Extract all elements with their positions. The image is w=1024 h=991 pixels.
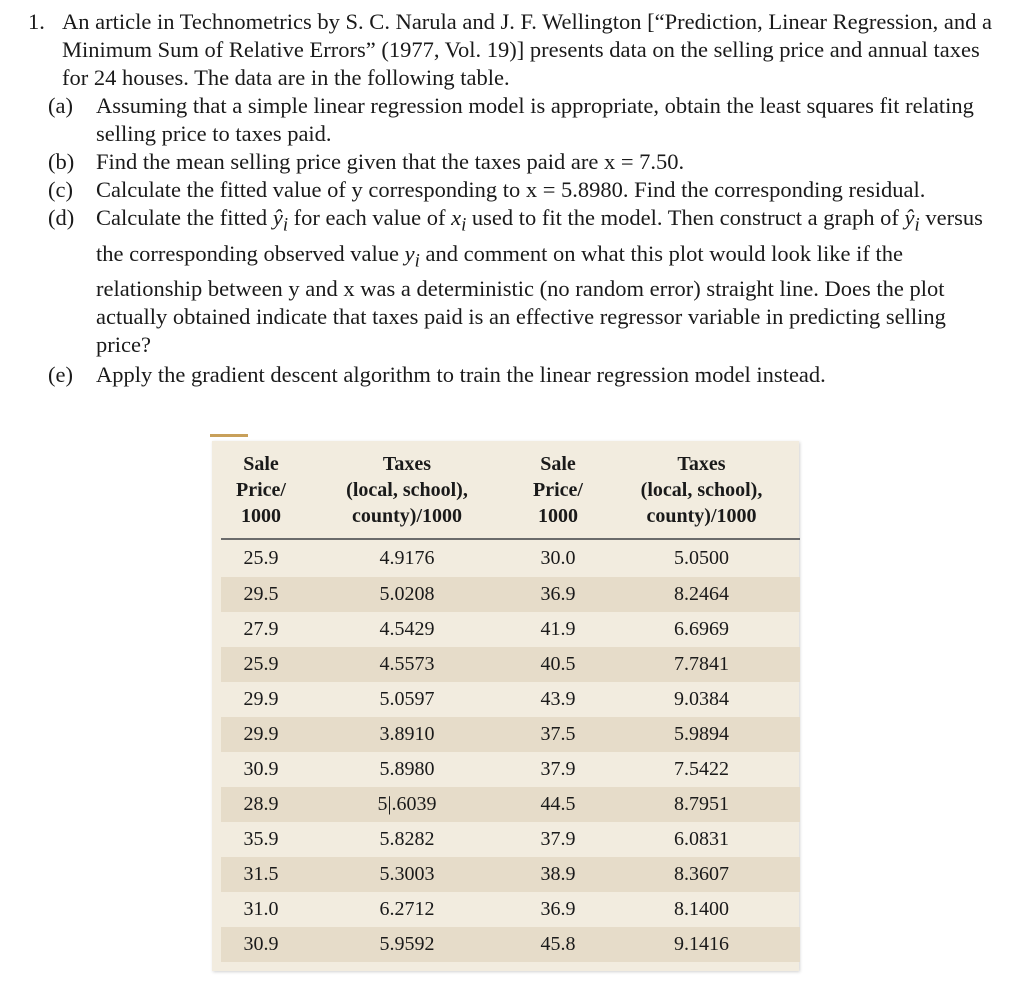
part-text-segment: for each value of [288, 205, 452, 230]
part-text: Assuming that a simple linear regression model is appropriate, obtain the least squares fit relating selling price to taxes paid. [96, 93, 974, 146]
math-y-hat: $ŷ_i$ [904, 205, 920, 236]
part-letter: (d) [48, 205, 75, 230]
part-d [48, 204, 998, 359]
part-text: Calculate the fitted value of y corresponding to x = 5.8980. Find the corresponding residual. [96, 177, 926, 202]
cell-taxes: 3.8910 [301, 717, 513, 752]
house-data-table [221, 449, 800, 962]
cell-taxes: 6.2712 [379, 898, 435, 920]
math-y-hat: $ŷ_i$ [272, 205, 289, 236]
cell-sale-price: 29.5 [221, 577, 301, 612]
cell-taxes: 5.8282 [379, 828, 435, 850]
cell-sale-price: 30.9 [243, 758, 279, 780]
cell-sale-price: 44.5 [513, 787, 603, 822]
cell-sale-price: 31.0 [243, 898, 279, 920]
cell-sale-price: 37.9 [540, 758, 576, 780]
part-text-segment: used to fit the model. Then construct a graph of [466, 205, 905, 230]
table-header-row [221, 449, 800, 539]
part-letter: (c) [48, 177, 73, 202]
part-a [48, 92, 998, 148]
table-row [221, 539, 800, 577]
cell-taxes: 5.0597 [379, 688, 435, 710]
part-b [48, 148, 998, 176]
table-row [221, 577, 800, 612]
cell-sale-price: 28.9 [221, 787, 301, 822]
cell-taxes: 5.9894 [603, 717, 800, 752]
cell-sale-price: 25.9 [221, 647, 301, 682]
cell-taxes: 5|.6039 [301, 787, 513, 822]
data-table-panel [212, 441, 799, 971]
math-y-i: $y_i$ [404, 240, 420, 271]
header-sale-price: Sale Price/ 1000 [221, 449, 301, 539]
cell-sale-price: 38.9 [513, 857, 603, 892]
cell-sale-price: 36.9 [540, 898, 576, 920]
header-taxes: Taxes (local, school), county)/1000 [603, 449, 800, 539]
cell-taxes: 5.8980 [379, 758, 435, 780]
part-letter: (a) [48, 93, 73, 118]
cell-sale-price: 40.5 [513, 647, 603, 682]
cell-taxes: 5.0208 [301, 577, 513, 612]
cell-taxes: 5.3003 [301, 857, 513, 892]
part-text-segment: and comment on what this plot would look like if the relationship between y and x was a deterministic (no random error) straight line. Does the plot actually obtained indicate that taxes paid is an effective regressor variable in predicting selling price? [96, 240, 946, 357]
table-row [221, 822, 800, 857]
part-text [96, 205, 983, 357]
part-text: Apply the gradient descent algorithm to train the linear regression model instead. [96, 362, 826, 387]
table-body [221, 539, 800, 962]
table-row [221, 857, 800, 892]
header-sale-price: Sale Price/ 1000 [513, 449, 603, 539]
part-c [48, 176, 998, 204]
table-row [221, 927, 800, 962]
cell-taxes: 6.0831 [674, 828, 729, 850]
cell-sale-price: 36.9 [513, 577, 603, 612]
part-letter: (b) [48, 149, 75, 174]
table-row [221, 717, 800, 752]
table-row [221, 892, 800, 927]
table-accent-rule [210, 434, 248, 437]
cell-taxes: 9.0384 [674, 688, 729, 710]
cell-taxes: 5.0500 [674, 547, 729, 569]
cell-sale-price: 30.0 [540, 547, 576, 569]
cell-sale-price: 30.9 [221, 927, 301, 962]
problem-intro: An article in Technometrics by S. C. Narula and J. F. Wellington [“Prediction, Linear Regression, and a Minimum Sum of Relative Errors” (1977, Vol. 19)] presents data on the selling price and annual taxes for 24 houses. The data are in the following table. [62, 9, 993, 90]
cell-sale-price: 29.9 [243, 688, 279, 710]
cell-sale-price: 35.9 [243, 828, 279, 850]
cell-taxes: 8.2464 [603, 577, 800, 612]
part-text-segment: Calculate the fitted [96, 205, 273, 230]
part-e [48, 361, 998, 389]
problem-number: 1. [28, 9, 45, 34]
table-row [221, 787, 800, 822]
part-text-segment: versus the corresponding observed value [96, 205, 983, 266]
cell-taxes: 8.1400 [674, 898, 729, 920]
cell-taxes: 6.6969 [674, 618, 729, 640]
part-text: Find the mean selling price given that the taxes paid are x = 7.50. [96, 149, 685, 174]
math-x-i: $x_i$ [451, 205, 467, 236]
cell-taxes: 4.5429 [379, 618, 435, 640]
cell-sale-price: 41.9 [540, 618, 576, 640]
problem-parts [48, 92, 998, 389]
cell-taxes: 7.5422 [674, 758, 729, 780]
cell-taxes: 7.7841 [603, 647, 800, 682]
cell-taxes: 4.9176 [379, 547, 435, 569]
table-row [221, 612, 800, 647]
problem-statement [28, 8, 998, 389]
cell-sale-price: 43.9 [540, 688, 576, 710]
table-row [221, 647, 800, 682]
cell-taxes: 8.3607 [603, 857, 800, 892]
cell-sale-price: 27.9 [243, 618, 279, 640]
cell-taxes: 8.7951 [603, 787, 800, 822]
cell-taxes: 5.9592 [301, 927, 513, 962]
part-letter: (e) [48, 362, 73, 387]
cell-sale-price: 29.9 [221, 717, 301, 752]
table-row [221, 682, 800, 717]
cell-sale-price: 37.9 [540, 828, 576, 850]
cell-sale-price: 31.5 [221, 857, 301, 892]
table-row [221, 752, 800, 787]
cell-taxes: 9.1416 [603, 927, 800, 962]
cell-sale-price: 25.9 [243, 547, 279, 569]
cell-sale-price: 45.8 [513, 927, 603, 962]
cell-taxes: 4.5573 [301, 647, 513, 682]
cell-sale-price: 37.5 [513, 717, 603, 752]
header-taxes: Taxes (local, school), county)/1000 [301, 449, 513, 539]
